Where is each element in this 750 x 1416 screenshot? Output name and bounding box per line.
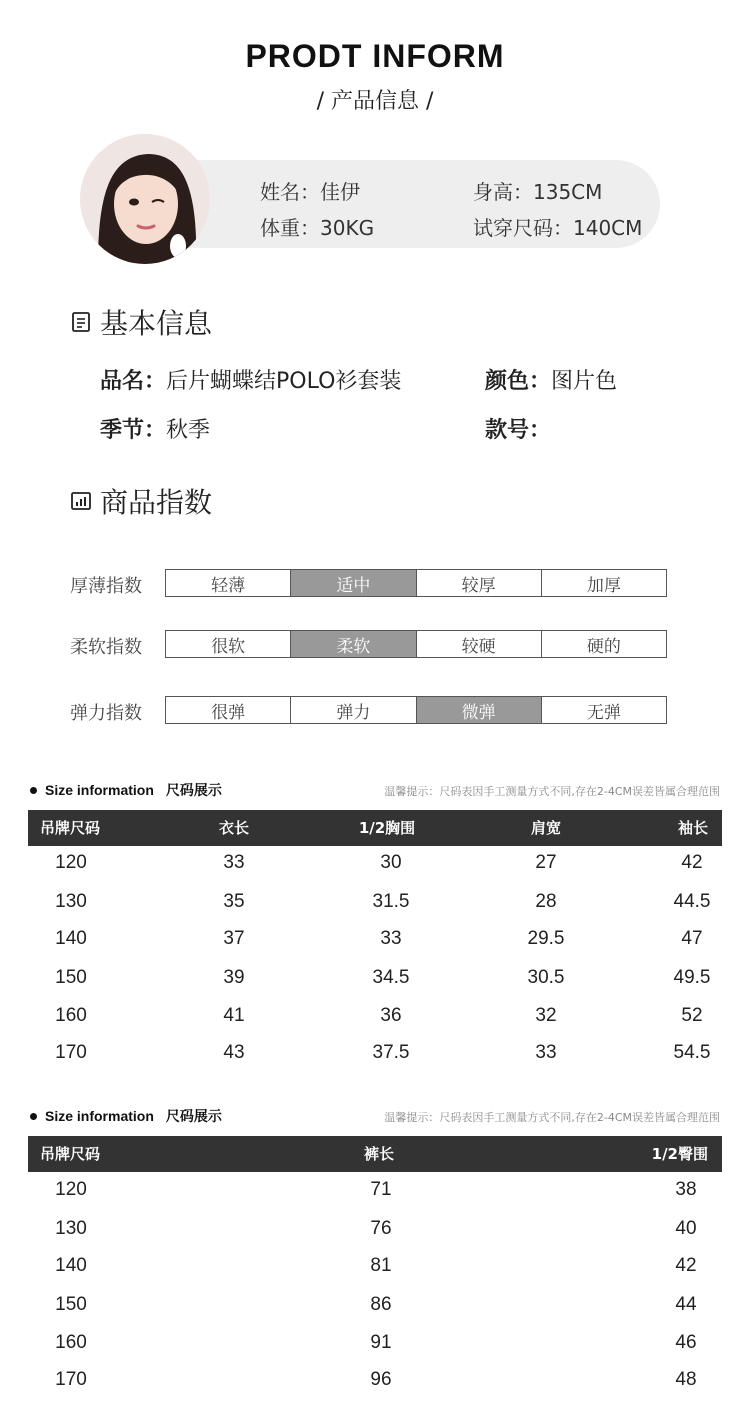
indices-heading [70,481,212,521]
table-cell: 48 [675,1369,697,1390]
color-row [485,364,617,395]
index-label: 弹力指数 [70,703,142,724]
index-option: 很软 [211,636,246,657]
column-header: 裤长 [363,1145,394,1163]
table-cell: 120 [55,852,87,873]
size-tip-1: 温馨提示：尺码表因手工测量方式不同,存在2-4CM误差皆属合理范围 [384,785,720,798]
size-heading-en: Size information [45,1108,154,1124]
table-cell: 40 [675,1218,697,1239]
table-cell: 160 [55,1005,87,1026]
table-cell: 37 [223,928,245,949]
table-cell: 43 [223,1042,245,1063]
table-cell: 28 [535,891,557,912]
model-weight: 体重：30KG [260,216,375,240]
column-header: 1/2胸围 [358,819,416,837]
season-label: 季节： [100,418,167,443]
season-row [100,413,210,444]
page-title: PRODT INFORM [245,38,505,74]
index-option: 弹力 [290,697,415,723]
index-option-selected: 适中 [290,570,415,596]
table-cell: 34.5 [372,967,410,988]
model-avatar [80,134,210,264]
bullet-dot-icon [30,787,37,794]
table-cell: 35 [223,891,245,912]
index-label: 柔软指数 [70,637,142,658]
basic-info-heading-text: 基本信息 [100,307,213,340]
table-cell: 150 [55,967,87,988]
column-header: 衣长 [218,819,249,837]
table-cell: 52 [681,1005,703,1026]
index-bar [165,630,667,658]
bullet-dot-icon [30,1113,37,1120]
index-label: 厚薄指数 [70,576,142,597]
table-cell: 41 [223,1005,245,1026]
table-cell: 150 [55,1294,87,1315]
table-cell: 32 [535,1005,557,1026]
table-cell: 71 [370,1179,392,1200]
index-option: 较厚 [416,570,541,596]
table-cell: 76 [370,1218,392,1239]
size-heading-1 [30,780,222,800]
document-icon [70,311,92,333]
table-cell: 38 [675,1179,697,1200]
table-cell: 33 [380,928,402,949]
table-cell: 130 [55,1218,87,1239]
color-label: 颜色： [485,369,552,394]
table-cell: 140 [55,1255,87,1276]
index-option: 无弹 [541,697,666,723]
column-header: 肩宽 [530,819,561,837]
index-option: 很弹 [211,702,246,723]
table-cell: 27 [535,852,557,873]
table-cell: 33 [223,852,245,873]
model-height: 身高：135CM [473,180,603,204]
model-size-tried: 试穿尺码：140CM [473,216,643,240]
table-cell: 37.5 [372,1042,410,1063]
table-cell: 160 [55,1332,87,1353]
table-cell: 42 [675,1255,697,1276]
index-option: 轻薄 [211,575,246,596]
table-cell: 31.5 [372,891,410,912]
product-name-row [100,364,401,395]
size-table-1-header [28,810,722,846]
column-header: 袖长 [677,819,708,837]
table-cell: 47 [681,928,703,949]
index-option: 较硬 [416,631,541,657]
model-name: 姓名：佳伊 [260,180,360,204]
index-option: 加厚 [541,570,666,596]
table-cell: 30.5 [527,967,565,988]
table-cell: 130 [55,891,87,912]
page-subtitle: / 产品信息 / [316,89,434,114]
table-cell: 86 [370,1294,392,1315]
table-cell: 42 [681,852,703,873]
color-value: 图片色 [551,369,618,394]
bar-chart-icon [70,490,92,512]
index-bar [165,569,667,597]
index-option-selected: 微弹 [416,697,541,723]
product-name-label: 品名： [100,369,167,394]
style-no-row [485,413,551,444]
season-value: 秋季 [166,418,211,443]
size-tip-2: 温馨提示：尺码表因手工测量方式不同,存在2-4CM误差皆属合理范围 [384,1111,720,1124]
table-cell: 170 [55,1369,87,1390]
table-cell: 140 [55,928,87,949]
column-header: 吊牌尺码 [40,819,101,837]
index-option-selected: 柔软 [290,631,415,657]
basic-info-heading [70,302,212,342]
table-cell: 29.5 [527,928,565,949]
size-heading-cn: 尺码展示 [165,783,222,799]
table-cell: 46 [675,1332,697,1353]
product-name-value: 后片蝴蝶结POLO衫套装 [166,369,402,394]
size-heading-cn: 尺码展示 [165,1109,222,1125]
column-header: 1/2臀围 [651,1145,708,1163]
style-no-label: 款号： [485,418,552,443]
indices-heading-text: 商品指数 [100,486,213,519]
table-cell: 81 [370,1255,392,1276]
size-table-2-header [28,1136,722,1172]
table-cell: 44 [675,1294,697,1315]
table-cell: 170 [55,1042,87,1063]
index-bar [165,696,667,724]
table-cell: 33 [535,1042,557,1063]
column-header: 吊牌尺码 [40,1145,101,1163]
table-cell: 30 [380,852,402,873]
table-cell: 91 [370,1332,392,1353]
size-heading-en: Size information [45,782,154,798]
table-cell: 96 [370,1369,392,1390]
table-cell: 49.5 [673,967,711,988]
table-cell: 120 [55,1179,87,1200]
size-heading-2 [30,1106,222,1126]
table-cell: 39 [223,967,245,988]
table-cell: 44.5 [673,891,711,912]
table-cell: 36 [380,1005,402,1026]
table-cell: 54.5 [673,1042,711,1063]
index-option: 硬的 [541,631,666,657]
